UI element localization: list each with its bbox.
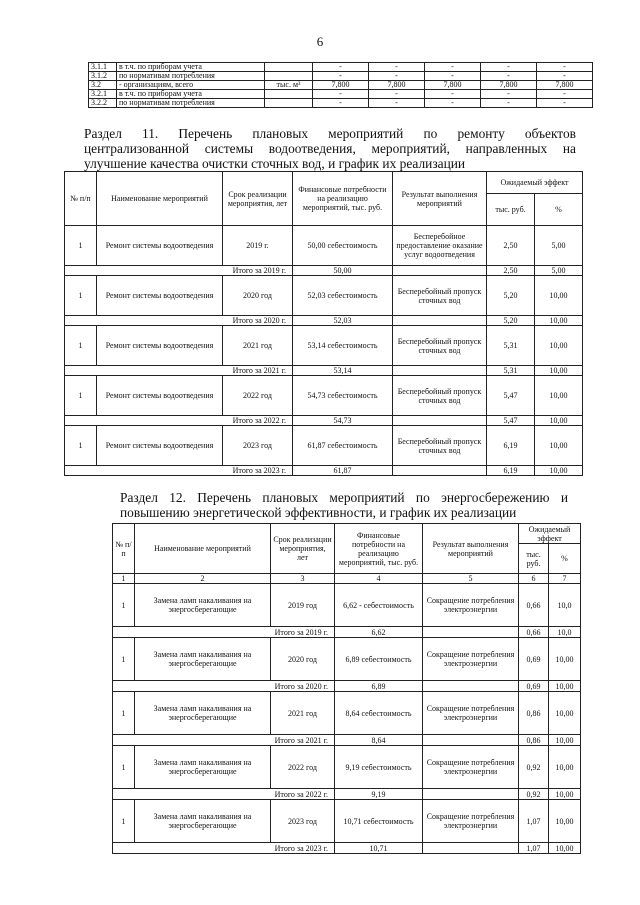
effect-pct: 10,0 <box>549 584 581 627</box>
measure-result: Бесперебойный пропуск сточных вод <box>393 326 487 366</box>
measure-name: Замена ламп накаливания на энергосберегающие <box>135 584 271 627</box>
total-label: Итого за 2023 г. <box>113 843 335 854</box>
total-row <box>65 366 583 376</box>
measure-finance: 6,62 - себестоимость <box>335 584 423 627</box>
measure-finance: 52,03 себестоимость <box>293 276 393 316</box>
table-row <box>89 99 593 108</box>
section-12-heading <box>120 490 568 520</box>
row-value: 7,800 <box>481 81 537 90</box>
header-effect: Ожидаемый эффект <box>487 172 583 194</box>
measure-term: 2021 год <box>271 692 335 735</box>
table-row <box>65 376 583 416</box>
total-rub: 2,50 <box>487 266 535 276</box>
total-row <box>65 266 583 276</box>
total-finance: 10,71 <box>335 843 423 854</box>
total-finance: 9,19 <box>335 789 423 800</box>
row-value: - <box>425 90 481 99</box>
row-label: в т.ч. по приборам учета <box>117 90 265 99</box>
row-unit <box>265 90 313 99</box>
total-row <box>113 789 581 800</box>
page-number: 6 <box>316 34 324 49</box>
measure-finance: 8,64 себестоимость <box>335 692 423 735</box>
table-row <box>113 800 581 843</box>
measure-finance: 50,00 себестоимость <box>293 226 393 266</box>
header-effect-pct: % <box>535 194 583 226</box>
measure-term: 2022 год <box>271 746 335 789</box>
total-rub: 0,69 <box>519 681 549 692</box>
total-result-empty <box>393 316 487 326</box>
measure-term: 2023 год <box>271 800 335 843</box>
row-label: - организациям, всего <box>117 81 265 90</box>
row-value: - <box>481 90 537 99</box>
total-rub: 5,31 <box>487 366 535 376</box>
measure-result: Сокращение потребления электроэнергии <box>423 692 519 735</box>
row-value: - <box>369 90 425 99</box>
column-number: 3 <box>271 574 335 584</box>
table-row <box>65 276 583 316</box>
row-number: 3.2.2 <box>89 99 117 108</box>
row-number: 1 <box>113 638 135 681</box>
effect-pct: 10,00 <box>549 638 581 681</box>
row-value: - <box>537 72 593 81</box>
measure-term: 2020 год <box>223 276 293 316</box>
row-value: - <box>369 99 425 108</box>
total-pct: 5,00 <box>535 266 583 276</box>
total-pct: 10,00 <box>549 735 581 746</box>
measure-name: Замена ламп накаливания на энергосберегающие <box>135 746 271 789</box>
header-effect-rub: тыс. руб. <box>519 544 549 574</box>
column-number: 5 <box>423 574 519 584</box>
measure-term: 2019 г. <box>223 226 293 266</box>
effect-pct: 10,00 <box>535 376 583 416</box>
effect-rub: 5,20 <box>487 276 535 316</box>
total-pct: 10,00 <box>549 843 581 854</box>
effect-pct: 10,00 <box>535 426 583 466</box>
measure-finance: 6,89 себестоимость <box>335 638 423 681</box>
total-result-empty <box>393 366 487 376</box>
total-label: Итого за 2021 г. <box>113 735 335 746</box>
total-row <box>65 416 583 426</box>
header-num: № п/п <box>65 172 97 226</box>
total-label: Итого за 2022 г. <box>65 416 293 426</box>
row-unit <box>265 99 313 108</box>
row-value: - <box>313 99 369 108</box>
total-pct: 10,00 <box>535 316 583 326</box>
measure-term: 2020 год <box>271 638 335 681</box>
table-row <box>89 63 593 72</box>
effect-rub: 5,31 <box>487 326 535 366</box>
header-term: Срок реализации мероприятия, лет <box>271 524 335 574</box>
section-12-table <box>112 523 581 854</box>
header-effect-pct: % <box>549 544 581 574</box>
heading-line: Раздел 12. Перечень плановых мероприятий по энергосбережению и <box>120 490 568 505</box>
effect-pct: 10,00 <box>535 276 583 316</box>
effect-pct: 5,00 <box>535 226 583 266</box>
row-number: 1 <box>65 376 97 416</box>
row-number: 1 <box>65 426 97 466</box>
header-name: Наименование мероприятий <box>135 524 271 574</box>
header-finance: Финансовые потребности на реализацию мероприятий, тыс. руб. <box>335 524 423 574</box>
total-result-empty <box>423 843 519 854</box>
effect-rub: 1,07 <box>519 800 549 843</box>
heading-line: повышению энергетической эффективности, и график их реализации <box>120 505 517 520</box>
row-number: 3.1.2 <box>89 72 117 81</box>
column-number: 4 <box>335 574 423 584</box>
row-number: 1 <box>113 746 135 789</box>
total-result-empty <box>423 627 519 638</box>
header-term: Срок реализации мероприятия, лет <box>223 172 293 226</box>
table-row <box>89 90 593 99</box>
section-11-heading <box>84 126 576 171</box>
heading-line: улучшение качества очистки сточных вод, и график их реализации <box>84 156 466 171</box>
measure-term: 2023 год <box>223 426 293 466</box>
effect-rub: 2,50 <box>487 226 535 266</box>
total-rub: 0,66 <box>519 627 549 638</box>
row-number: 1 <box>113 692 135 735</box>
table-row <box>65 426 583 466</box>
total-rub: 1,07 <box>519 843 549 854</box>
row-value: - <box>313 63 369 72</box>
row-number: 3.2 <box>89 81 117 90</box>
row-number: 1 <box>65 326 97 366</box>
total-pct: 10,00 <box>535 466 583 476</box>
heading-line: Раздел 11. Перечень плановых мероприятий по ремонту объектов <box>84 126 576 141</box>
total-pct: 10,00 <box>535 416 583 426</box>
measure-name: Ремонт системы водоотведения <box>97 376 223 416</box>
measure-name: Ремонт системы водоотведения <box>97 276 223 316</box>
measure-finance: 53,14 себестоимость <box>293 326 393 366</box>
effect-pct: 10,00 <box>549 692 581 735</box>
table-row <box>113 692 581 735</box>
measure-finance: 61,87 себестоимость <box>293 426 393 466</box>
header-num: № п/п <box>113 524 135 574</box>
measure-term: 2021 год <box>223 326 293 366</box>
row-number: 1 <box>113 584 135 627</box>
measure-finance: 10,71 себестоимость <box>335 800 423 843</box>
measure-name: Ремонт системы водоотведения <box>97 426 223 466</box>
measure-finance: 54,73 себестоимость <box>293 376 393 416</box>
consumption-table <box>88 62 593 108</box>
row-value: - <box>313 72 369 81</box>
total-pct: 10,00 <box>549 789 581 800</box>
row-number: 1 <box>113 800 135 843</box>
row-value: - <box>425 72 481 81</box>
measure-term: 2022 год <box>223 376 293 416</box>
total-row <box>113 735 581 746</box>
table-row <box>113 584 581 627</box>
total-rub: 5,20 <box>487 316 535 326</box>
measure-name: Ремонт системы водоотведения <box>97 226 223 266</box>
total-result-empty <box>393 466 487 476</box>
header-finance: Финансовые потребности на реализацию мероприятий, тыс. руб. <box>293 172 393 226</box>
total-result-empty <box>423 681 519 692</box>
effect-rub: 0,66 <box>519 584 549 627</box>
total-finance: 6,89 <box>335 681 423 692</box>
row-value: - <box>313 90 369 99</box>
table-row <box>65 226 583 266</box>
row-value: 7,800 <box>425 81 481 90</box>
total-finance: 8,64 <box>335 735 423 746</box>
row-label: по нормативам потребления <box>117 99 265 108</box>
header-effect-rub: тыс. руб. <box>487 194 535 226</box>
total-row <box>113 627 581 638</box>
column-number: 6 <box>519 574 549 584</box>
total-label: Итого за 2020 г. <box>65 316 293 326</box>
row-value: - <box>537 63 593 72</box>
total-rub: 0,86 <box>519 735 549 746</box>
measure-name: Замена ламп накаливания на энергосберегающие <box>135 692 271 735</box>
row-value: - <box>369 63 425 72</box>
total-finance: 50,00 <box>293 266 393 276</box>
total-label: Итого за 2020 г. <box>113 681 335 692</box>
row-value: - <box>537 90 593 99</box>
row-value: - <box>481 99 537 108</box>
effect-rub: 0,92 <box>519 746 549 789</box>
row-value: - <box>537 99 593 108</box>
total-finance: 61,87 <box>293 466 393 476</box>
total-label: Итого за 2023 г. <box>65 466 293 476</box>
row-value: - <box>425 63 481 72</box>
row-label: в т.ч. по приборам учета <box>117 63 265 72</box>
measure-name: Замена ламп накаливания на энергосберегающие <box>135 800 271 843</box>
effect-rub: 0,69 <box>519 638 549 681</box>
row-value: 7,800 <box>537 81 593 90</box>
header-name: Наименование мероприятий <box>97 172 223 226</box>
total-result-empty <box>393 266 487 276</box>
table-row <box>113 746 581 789</box>
effect-pct: 10,00 <box>535 326 583 366</box>
total-row <box>113 843 581 854</box>
measure-result: Бесперебойный пропуск сточных вод <box>393 276 487 316</box>
effect-pct: 10,00 <box>549 746 581 789</box>
row-unit <box>265 63 313 72</box>
measure-name: Ремонт системы водоотведения <box>97 326 223 366</box>
total-finance: 52,03 <box>293 316 393 326</box>
total-finance: 54,73 <box>293 416 393 426</box>
measure-finance: 9,19 себестоимость <box>335 746 423 789</box>
row-value: 7,800 <box>313 81 369 90</box>
total-row <box>113 681 581 692</box>
total-row <box>65 466 583 476</box>
row-unit <box>265 72 313 81</box>
total-rub: 5,47 <box>487 416 535 426</box>
heading-line: централизованной системы водоотведения, мероприятий, направленных на <box>84 141 576 156</box>
total-label: Итого за 2019 г. <box>113 627 335 638</box>
row-value: - <box>425 99 481 108</box>
row-unit: тыс. м³ <box>265 81 313 90</box>
header-result: Результат выполнения мероприятий <box>393 172 487 226</box>
measure-result: Сокращение потребления электроэнергии <box>423 800 519 843</box>
total-label: Итого за 2021 г. <box>65 366 293 376</box>
effect-rub: 5,47 <box>487 376 535 416</box>
total-result-empty <box>423 735 519 746</box>
total-pct: 10,00 <box>549 681 581 692</box>
table-row <box>89 72 593 81</box>
total-rub: 6,19 <box>487 466 535 476</box>
row-number: 1 <box>65 226 97 266</box>
table-row <box>113 638 581 681</box>
measure-result: Бесперебойное предоставление оказание услуг водоотведения <box>393 226 487 266</box>
row-number: 3.2.1 <box>89 90 117 99</box>
total-pct: 10,0 <box>549 627 581 638</box>
measure-result: Сокращение потребления электроэнергии <box>423 638 519 681</box>
header-effect: Ожидаемый эффект <box>519 524 581 544</box>
measure-term: 2019 год <box>271 584 335 627</box>
total-finance: 6,62 <box>335 627 423 638</box>
total-finance: 53,14 <box>293 366 393 376</box>
measure-result: Бесперебойный пропуск сточных вод <box>393 426 487 466</box>
total-result-empty <box>423 789 519 800</box>
total-label: Итого за 2022 г. <box>113 789 335 800</box>
total-row <box>65 316 583 326</box>
measure-name: Замена ламп накаливания на энергосберегающие <box>135 638 271 681</box>
column-number: 7 <box>549 574 581 584</box>
row-number: 3.1.1 <box>89 63 117 72</box>
total-result-empty <box>393 416 487 426</box>
row-number: 1 <box>65 276 97 316</box>
row-value: 7,800 <box>369 81 425 90</box>
column-number: 2 <box>135 574 271 584</box>
total-pct: 10,00 <box>535 366 583 376</box>
row-value: - <box>481 63 537 72</box>
effect-rub: 6,19 <box>487 426 535 466</box>
section-11-table <box>64 171 583 476</box>
measure-result: Сокращение потребления электроэнергии <box>423 584 519 627</box>
total-label: Итого за 2019 г. <box>65 266 293 276</box>
row-value: - <box>481 72 537 81</box>
row-label: по нормативам потребления <box>117 72 265 81</box>
effect-pct: 10,00 <box>549 800 581 843</box>
total-rub: 0,92 <box>519 789 549 800</box>
measure-result: Бесперебойный пропуск сточных вод <box>393 376 487 416</box>
header-result: Результат выполнения мероприятий <box>423 524 519 574</box>
row-value: - <box>369 72 425 81</box>
column-number: 1 <box>113 574 135 584</box>
effect-rub: 0,86 <box>519 692 549 735</box>
measure-result: Сокращение потребления электроэнергии <box>423 746 519 789</box>
table-row <box>89 81 593 90</box>
table-row <box>65 326 583 366</box>
